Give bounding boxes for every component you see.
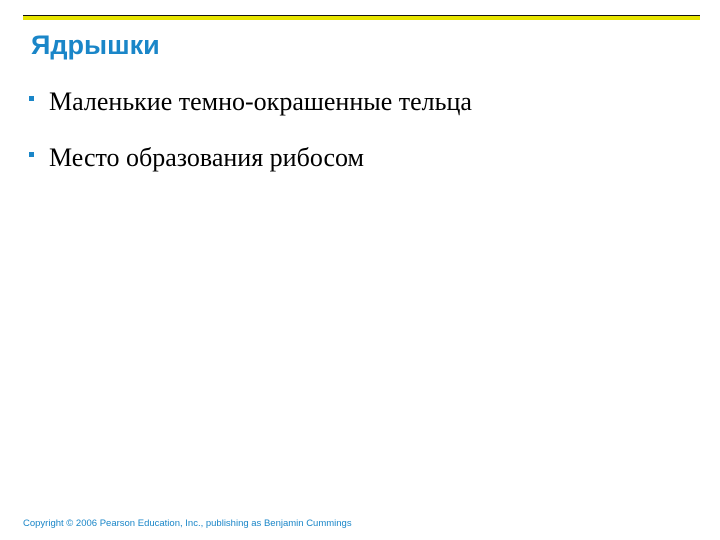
copyright-notice: Copyright © 2006 Pearson Education, Inc., publishing as Benjamin Cummings bbox=[23, 518, 352, 529]
bullet-item bbox=[29, 142, 472, 198]
top-divider bbox=[23, 15, 700, 20]
bullet-text: Место образования рибосом bbox=[49, 143, 364, 172]
slide-title: Ядрышки bbox=[31, 30, 160, 60]
bullet-square-icon bbox=[29, 96, 34, 101]
bullet-list bbox=[29, 86, 472, 198]
bullet-item bbox=[29, 86, 472, 142]
bullet-text: Маленькие темно-окрашенные тельца bbox=[49, 87, 472, 116]
bullet-square-icon bbox=[29, 152, 34, 157]
